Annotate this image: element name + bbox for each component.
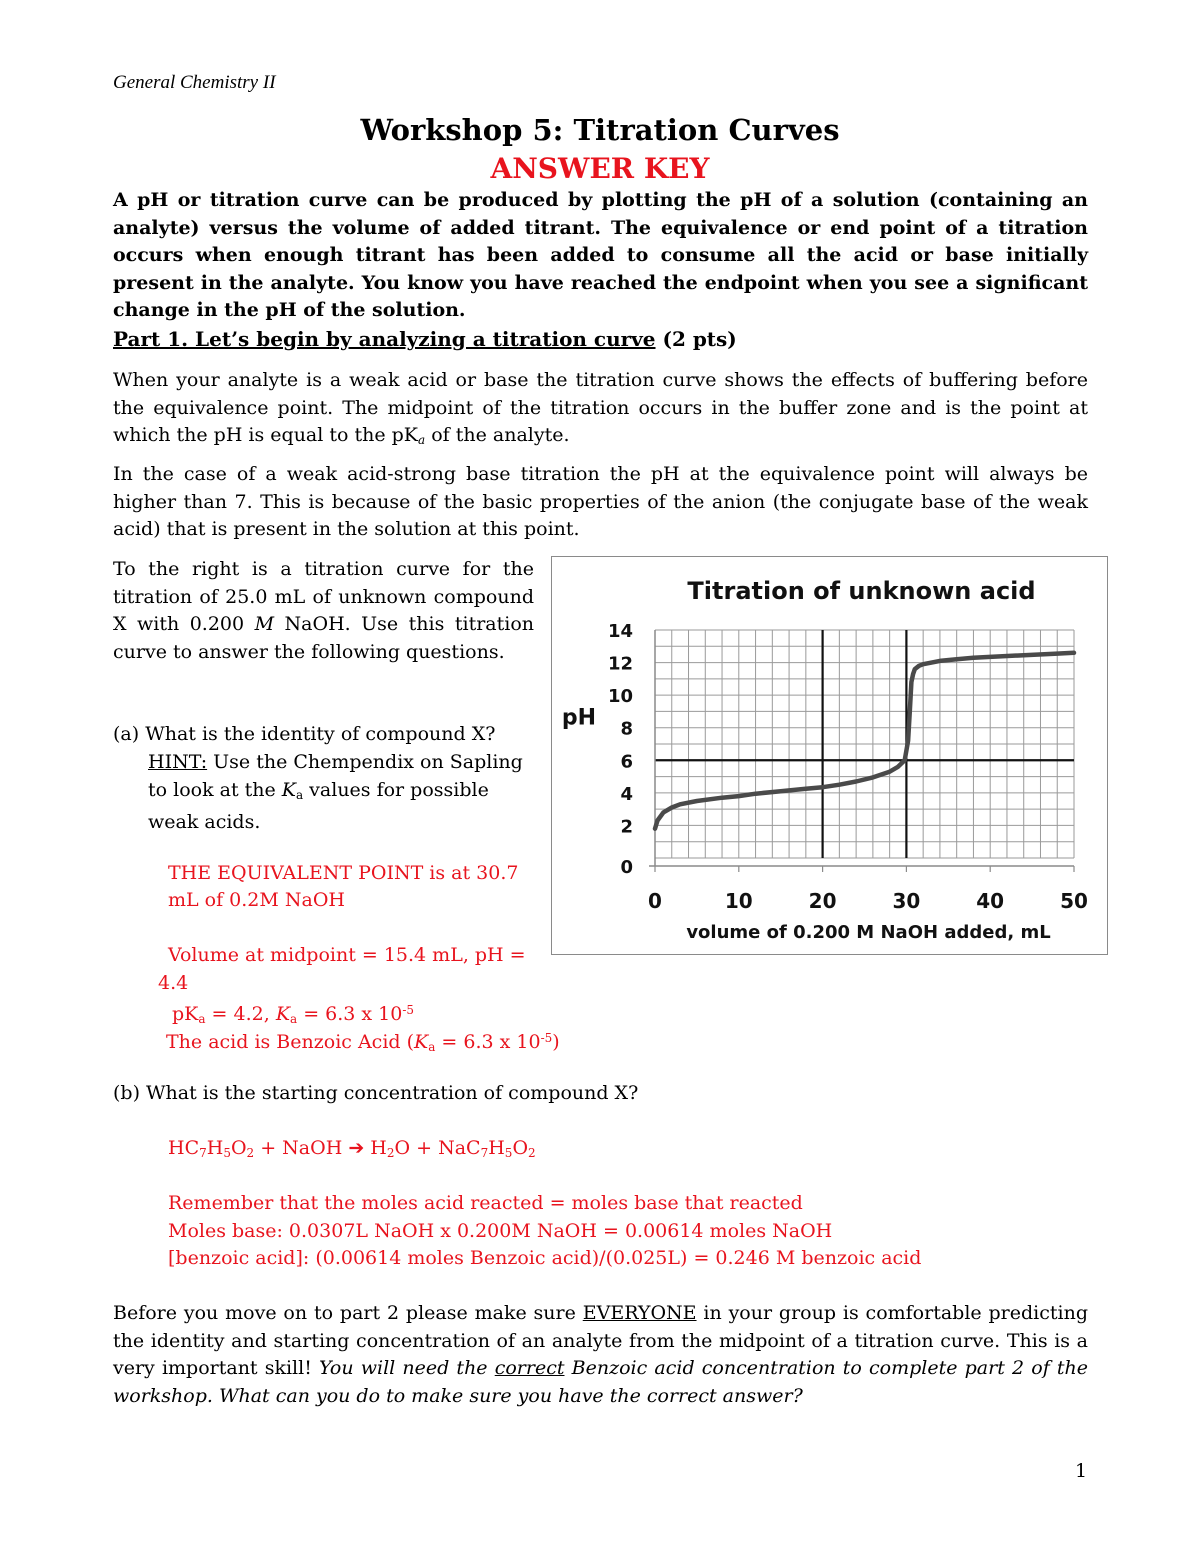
part1-heading-text: Part 1. Let’s begin by analyzing a titration curve (113, 327, 656, 351)
eq-sub: 2 (246, 1146, 255, 1160)
ka-exp: -5 (402, 1003, 415, 1017)
closing-everyone: EVERYONE (582, 1302, 697, 1324)
x-axis-label: volume of 0.200 M NaOH added, mL (686, 922, 1051, 943)
acid-ka-value: = 6.3 x 10 (435, 1031, 541, 1053)
hint-text-4: weak acids. (148, 811, 261, 833)
hint-text-2: to look at the (148, 778, 282, 801)
hint-k-sub: a (295, 787, 304, 802)
closing-d: Benzoic acid concentration to complete part 2 of the workshop. What can you do to make sure you have the correct answer? (113, 1357, 1089, 1407)
x-tick-label: 50 (1060, 889, 1088, 913)
closing-paragraph (113, 1300, 1088, 1410)
y-tick-label: 14 (607, 621, 633, 642)
eq-sub: 5 (504, 1146, 513, 1160)
part1-p1-end: of the analyte. (425, 424, 570, 446)
hint-k: K (281, 778, 296, 801)
eq-sub: 2 (386, 1146, 395, 1160)
x-tick-label: 0 (648, 889, 662, 913)
y-tick-label: 0 (620, 857, 633, 878)
acid-ka-exp: -5 (540, 1031, 553, 1045)
course-header: General Chemistry II (113, 72, 276, 93)
eq-sub: 7 (199, 1146, 207, 1160)
reaction-equation (168, 1135, 536, 1168)
titration-chart-svg (552, 557, 1107, 954)
eq-part: HC (168, 1137, 200, 1159)
titration-chart (551, 556, 1108, 955)
eq-part: O (230, 1137, 247, 1159)
eq-part: H (488, 1137, 505, 1159)
eq-part: O + NaC (394, 1137, 481, 1159)
chart-title: Titration of unknown acid (687, 577, 1036, 605)
question-a-hint (148, 749, 548, 837)
pka-sub: a (198, 1012, 206, 1026)
acid-k-sub: a (428, 1040, 436, 1054)
y-tick-label: 4 (620, 783, 633, 805)
ka-value: = 6.3 x 10 (297, 1003, 403, 1025)
eq-part: + NaOH (254, 1137, 349, 1159)
answer-equivalence-1: THE EQUIVALENT POINT is at 30.7 (168, 862, 519, 884)
arrow-icon: ➔ (348, 1137, 365, 1159)
answer-midpoint-2: 4.4 (158, 972, 189, 994)
eq-sub: 5 (223, 1146, 231, 1160)
part1-p1-text: When your analyte is a weak acid or base the titration curve shows the effects of buffering before the equivalence point. The midpoint of the titration occurs in the buffer zone and is the point at which the pH is equal to the pK (113, 369, 1088, 446)
y-tick-label: 10 (607, 686, 633, 708)
acid-text: The acid is Benzoic Acid ( (166, 1031, 415, 1053)
x-tick-label: 10 (724, 889, 753, 913)
y-axis-label: pH (561, 705, 597, 731)
intro-paragraph: A pH or titration curve can be produced by plotting the pH of a solution (containing an analyte) versus the volume of added titrant. The equivalence or end point of a titration occurs when enough titrant has been added to consume all the acid or base initially present in the analyte. You know you have reached the endpoint when you see a significant change in the pH of the solution. (113, 189, 1088, 321)
eq-sub: 7 (480, 1146, 489, 1160)
question-a: (a) What is the identity of compound X? (113, 723, 496, 745)
y-tick-label: 2 (620, 816, 633, 838)
answer-equivalence-2: mL of 0.2M NaOH (168, 889, 345, 911)
x-tick-label: 40 (976, 889, 1005, 913)
y-tick-label: 6 (620, 751, 633, 773)
acid-close: ) (552, 1031, 560, 1053)
eq-sub: 2 (528, 1146, 536, 1160)
pka-subscript: a (418, 433, 426, 447)
eq-part: H (364, 1137, 387, 1159)
y-tick-label: 12 (607, 653, 633, 675)
answer-key-label: ANSWER KEY (490, 152, 710, 185)
closing-c: You will need the (319, 1357, 495, 1379)
moles-note: Remember that the moles acid reacted = moles base that reacted (168, 1192, 803, 1214)
answer-midpoint-1: Volume at midpoint = 15.4 mL, pH = (168, 944, 526, 966)
part1-paragraph-1 (113, 367, 1088, 455)
closing-b: in your group is comfortable predicting the identity and starting concentration of an analyte from the midpoint of a titration curve. This is a very important skill! (113, 1302, 1088, 1379)
concentration-calc: [benzoic acid]: (0.00614 moles Benzoic acid)/(0.025L) = 0.246 M benzoic acid (168, 1247, 922, 1269)
ka-sub: a (290, 1012, 298, 1026)
y-tick-label: 8 (620, 718, 633, 740)
closing-correct: correct (494, 1357, 565, 1379)
page-title: Workshop 5: Titration Curves (360, 113, 840, 147)
question-b: (b) What is the starting concentration of compound X? (113, 1082, 639, 1104)
p3-text-b: NaOH. Use this titration curve to answer the following questions. (113, 613, 534, 663)
p3-molar: M (254, 613, 275, 635)
x-tick-label: 30 (892, 889, 921, 913)
part1-heading (113, 327, 737, 351)
answer-acid (166, 1025, 560, 1062)
part1-paragraph-3 (113, 556, 534, 666)
acid-k: K (414, 1031, 429, 1053)
hint-text-3: values for possible (303, 778, 489, 801)
part1-paragraph-2: In the case of a weak acid-strong base titration the pH at the equivalence point will always be higher than 7. This is because of the basic properties of the anion (the conjugate base of the weak acid) that is present in the solution at this point. (113, 463, 1088, 540)
closing-a: Before you move on to part 2 please make sure (113, 1302, 583, 1324)
eq-part: O (512, 1137, 529, 1159)
hint-text-1: Use the Chempendix on Sapling (207, 751, 523, 773)
p3-text-a: To the right is a titration curve for the titration of 25.0 mL of unknown compound X with 0.200 (113, 558, 534, 635)
hint-label: HINT: (148, 751, 208, 773)
part1-points: (2 pts) (655, 327, 737, 351)
moles-base: Moles base: 0.0307L NaOH x 0.200M NaOH = 0.00614 moles NaOH (168, 1220, 833, 1242)
pka-value: = 4.2, (205, 1003, 276, 1025)
page-number: 1 (1075, 1460, 1088, 1482)
pka-text: pK (172, 1003, 199, 1025)
x-tick-label: 20 (808, 889, 837, 913)
ka-k: K (275, 1003, 291, 1025)
eq-part: H (206, 1137, 224, 1159)
